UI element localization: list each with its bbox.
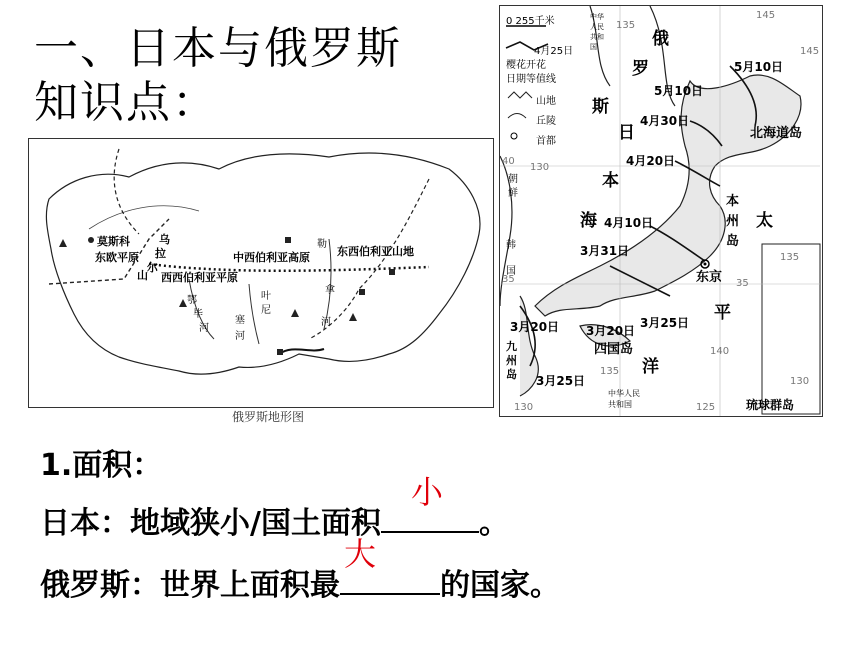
label-ob-3: 河 — [199, 323, 209, 334]
region-kyushu-1: 九 — [506, 340, 517, 353]
russia-terrain-map — [28, 138, 494, 408]
grid-label: 135 — [600, 366, 620, 377]
date-label: 3月20日 — [586, 324, 636, 338]
japan-area-line — [40, 473, 509, 542]
grid-label: 125 — [696, 402, 716, 413]
grid-label: 35 — [736, 278, 749, 289]
grid-label: 130 — [514, 402, 534, 413]
region-russia-3: 斯 — [592, 97, 609, 117]
grid-label: 130 — [790, 376, 810, 387]
date-label: 3月25日 — [640, 316, 690, 330]
label-east-european-plain: 东欧平原 — [95, 251, 139, 264]
label-yenisei-4: 河 — [235, 331, 245, 342]
japan-area-suffix: 。 — [478, 506, 509, 541]
area-heading: 1.面积： — [40, 448, 163, 483]
region-hokkaido: 北海道岛 — [750, 126, 803, 141]
region-tokyo: 东京 — [696, 270, 723, 285]
grid-label: 145 — [756, 10, 776, 21]
label-central-siberian-plateau: 中西伯利亚高原 — [233, 251, 310, 264]
date-label: 3月31日 — [580, 244, 630, 258]
legend-scale: 0 255千米 — [506, 16, 555, 27]
date-label: 3月25日 — [536, 374, 586, 388]
date-label: 4月20日 — [626, 154, 676, 168]
label-ural-4: 山 — [137, 269, 148, 282]
region-sea-1: 日 — [618, 123, 635, 143]
date-label: 5月10日 — [654, 84, 704, 98]
japan-area-prefix: 日本：地域狭小/国土面积 — [40, 506, 381, 541]
grid-label: 130 — [530, 162, 550, 173]
grid-label: 40 — [502, 156, 515, 167]
label-moscow: 莫斯科 — [97, 235, 130, 248]
region-china-top: 中华人民共和国 — [590, 13, 604, 51]
russia-area-line — [40, 535, 560, 604]
legend-capital: 首都 — [536, 136, 556, 147]
region-ryukyu: 琉球群岛 — [746, 398, 795, 412]
legend-isoline-date: 4月25日 — [534, 46, 574, 57]
japan-answer: 小 — [410, 473, 443, 511]
label-lena-3: 河 — [321, 317, 331, 328]
label-yenisei-2: 尼 — [261, 305, 271, 316]
date-label: 4月10日 — [604, 216, 654, 230]
label-lena-2: 拿 — [325, 285, 335, 296]
region-korea-1: 朝 — [508, 174, 518, 185]
legend-isoline-desc2: 日期等值线 — [506, 74, 556, 85]
region-kyushu-2: 州 — [506, 354, 517, 367]
date-label: 5月10日 — [734, 60, 784, 74]
title-line-2: 知识点： — [34, 77, 218, 128]
label-ob-2: 毕 — [193, 309, 203, 320]
region-ocean-1: 太 — [756, 211, 773, 231]
grid-label: 135 — [616, 20, 636, 31]
russia-answer-blank — [340, 535, 440, 595]
date-label: 4月30日 — [640, 114, 690, 128]
region-shikoku: 四国岛 — [594, 342, 634, 357]
grid-label: 145 — [800, 46, 820, 57]
japan-answer-blank — [381, 473, 479, 533]
label-ural-1: 乌 — [159, 233, 170, 246]
legend-hill: 丘陵 — [536, 116, 556, 127]
russia-map-drawing — [29, 139, 493, 407]
russia-area-prefix: 俄罗斯：世界上面积最 — [40, 568, 340, 603]
region-korea-4: 国 — [506, 266, 516, 277]
region-ocean-3: 洋 — [642, 357, 659, 377]
label-yenisei-1: 叶 — [261, 291, 271, 302]
grid-label: 140 — [710, 346, 730, 357]
region-china: 中华人民共和国 — [608, 389, 640, 409]
region-kyushu-3: 岛 — [506, 368, 517, 381]
region-honshu-1: 本 — [726, 194, 740, 209]
region-honshu-3: 岛 — [726, 234, 740, 249]
region-sea-2: 本 — [602, 171, 619, 191]
region-korea-2: 鲜 — [508, 188, 518, 199]
slide-title — [34, 22, 402, 130]
russia-area-suffix: 的国家。 — [440, 568, 560, 603]
label-east-siberian-mountains: 东西伯利亚山地 — [337, 245, 414, 258]
grid-label: 35 — [502, 274, 515, 285]
region-ocean-2: 平 — [714, 303, 731, 323]
label-yenisei-3: 塞 — [235, 315, 245, 326]
region-sea-3: 海 — [580, 211, 597, 231]
legend-isoline-desc1: 樱花开花 — [506, 60, 546, 71]
legend-mountain: 山地 — [536, 96, 556, 107]
label-ural-2: 拉 — [155, 247, 166, 260]
title-line-1: 一、日本与俄罗斯 — [34, 23, 402, 74]
label-ural-3: 尔 — [147, 261, 158, 274]
grid-label: 135 — [780, 252, 800, 263]
russia-answer: 大 — [344, 535, 377, 573]
date-label: 3月20日 — [510, 320, 560, 334]
region-russia-1: 俄 — [652, 29, 669, 49]
label-ob-1: 鄂 — [187, 295, 197, 306]
japan-map — [499, 5, 823, 417]
region-korea-3: 韩 — [506, 240, 516, 251]
russia-map-caption: 俄罗斯地形图 — [232, 410, 305, 424]
label-lena-1: 勒 — [317, 239, 327, 250]
label-west-siberian-plain: 西西伯利亚平原 — [161, 271, 238, 284]
region-honshu-2: 州 — [726, 214, 740, 229]
region-russia-2: 罗 — [632, 59, 649, 79]
